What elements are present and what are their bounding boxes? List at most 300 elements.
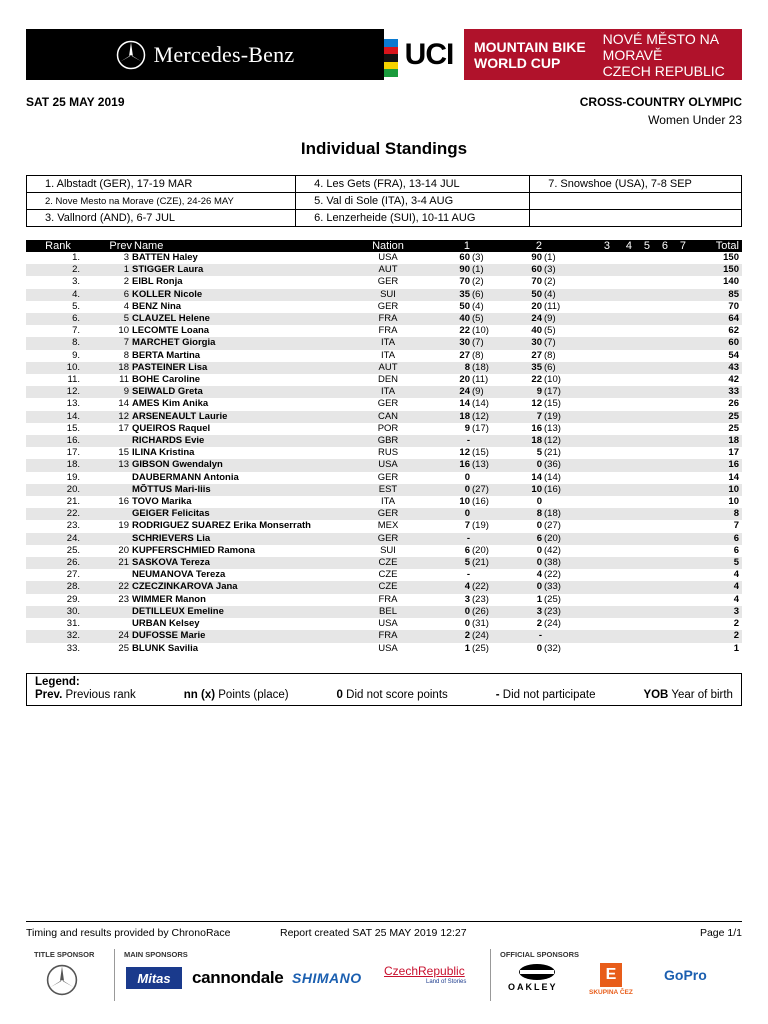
round-4-cell xyxy=(610,606,632,618)
rank-cell: 10. xyxy=(26,362,90,374)
round-2-place-cell: (18) xyxy=(542,508,566,520)
round-4-cell xyxy=(610,411,632,423)
nation-cell: USA xyxy=(378,252,398,263)
total-cell: 4 xyxy=(733,569,739,581)
round-1-place-cell: (16) xyxy=(472,496,489,508)
col-round-7: 7 xyxy=(668,240,686,252)
title-sponsor-label: TITLE SPONSOR xyxy=(34,950,95,959)
round-2-points-cell: 35 xyxy=(494,362,542,374)
total-cell: 70 xyxy=(728,300,739,312)
round-2-points-cell: 0 xyxy=(494,557,542,569)
round-6-cell xyxy=(650,545,668,557)
total-cell: 54 xyxy=(728,349,739,361)
legend-zero xyxy=(337,689,448,701)
rank-cell: 20. xyxy=(26,484,90,496)
table-row xyxy=(26,594,742,606)
prev-rank-cell: 19 xyxy=(118,520,129,532)
round-1-points-cell: 70 xyxy=(459,276,470,288)
round-6-cell xyxy=(650,606,668,618)
round-2-points-cell: 27 xyxy=(531,349,542,361)
round-4-cell xyxy=(610,423,632,435)
prev-rank-cell: 6 xyxy=(90,289,132,301)
round-1-points-cell: 12 xyxy=(459,447,470,459)
round-2-place-cell: (33) xyxy=(542,581,566,593)
rank-cell: 7. xyxy=(72,325,80,337)
table-row xyxy=(26,630,742,642)
standings-rows xyxy=(26,252,742,655)
round-1-place-cell xyxy=(470,508,494,520)
nation-cell: CAN xyxy=(362,411,414,423)
rider-name-cell: GIBSON Gwendalyn xyxy=(132,459,362,471)
round-7-cell xyxy=(668,533,686,545)
round-2-place-cell: (10) xyxy=(544,374,561,386)
round-1-place-cell: (13) xyxy=(470,459,494,471)
rank-cell: 30. xyxy=(26,606,90,618)
round-7-cell xyxy=(668,398,686,410)
rainbow-stripes-icon xyxy=(384,39,398,77)
prev-rank-cell: 4 xyxy=(123,300,129,312)
round-3-cell xyxy=(566,423,610,435)
title-sponsor-banner xyxy=(26,29,384,80)
table-row xyxy=(26,325,742,337)
round-7-cell xyxy=(668,447,686,459)
prev-rank-cell: 14 xyxy=(118,398,129,410)
round-4-cell xyxy=(610,447,632,459)
round-1-place-cell: (27) xyxy=(470,484,494,496)
round-2-place-cell: (42) xyxy=(544,544,561,556)
round-5-cell xyxy=(632,520,650,532)
nation-cell: AUT xyxy=(362,362,414,374)
round-2-points-cell: 0 xyxy=(536,642,542,654)
round-4-cell xyxy=(610,398,632,410)
table-row xyxy=(26,398,742,410)
round-2-place-cell: (20) xyxy=(542,533,566,545)
round-7-cell xyxy=(668,289,686,301)
table-row xyxy=(26,362,742,374)
venue-line-2: CZECH REPUBLIC xyxy=(602,62,725,79)
round-1-place-cell: (2) xyxy=(472,276,484,288)
prev-rank-cell xyxy=(90,508,132,520)
table-row xyxy=(26,337,742,349)
rider-name-cell: MÕTTUS Mari-liis xyxy=(132,484,362,496)
cannondale-logo: cannondale xyxy=(192,968,284,987)
nation-cell: SUI xyxy=(362,289,414,301)
round-1-place-cell xyxy=(470,435,494,447)
round-7-cell xyxy=(668,362,686,374)
col-round-2-place xyxy=(542,240,566,252)
round-2-place-cell: (6) xyxy=(542,362,566,374)
nation-cell: ITA xyxy=(362,337,414,349)
round-2-points-cell: 22 xyxy=(531,374,542,386)
col-round-5: 5 xyxy=(632,240,650,252)
round-5-cell xyxy=(632,594,650,606)
table-row xyxy=(26,459,742,471)
event-5: 5. Val di Sole (ITA), 3-4 AUG xyxy=(296,193,530,210)
round-2-points-cell: 20 xyxy=(531,300,542,312)
total-cell: 1 xyxy=(733,642,739,654)
round-1-points-cell: 1 xyxy=(464,642,470,654)
series-block xyxy=(464,29,742,80)
series-title: MOUNTAIN BIKE WORLD CUP xyxy=(474,38,586,71)
total-cell: 2 xyxy=(686,630,742,642)
nation-cell: RUS xyxy=(377,447,399,459)
prev-rank-cell: 23 xyxy=(118,593,129,605)
round-1-points-cell: 0 xyxy=(464,618,470,630)
round-1-points-cell: 14 xyxy=(459,398,470,410)
round-2-points-cell: 4 xyxy=(536,569,542,581)
round-2-place-cell: (1) xyxy=(544,252,556,263)
event-2: 2. Nove Mesto na Morave (CZE), 24-26 MAY xyxy=(27,193,296,210)
round-1-place-cell: (21) xyxy=(470,557,494,569)
rank-cell: 28. xyxy=(26,581,90,593)
rank-cell: 32. xyxy=(26,630,90,642)
round-5-cell xyxy=(632,569,650,581)
round-7-cell xyxy=(668,386,686,398)
total-cell: 64 xyxy=(686,313,742,325)
round-1-points-cell: 0 xyxy=(464,471,470,483)
round-5-cell xyxy=(632,459,650,471)
total-cell: 3 xyxy=(686,606,742,618)
nation-cell: FRA xyxy=(378,325,398,337)
prev-rank-cell: 16 xyxy=(118,496,129,508)
round-1-place-cell: (24) xyxy=(470,630,494,642)
rider-name-cell: TOVO Marika xyxy=(132,496,192,508)
col-total: Total xyxy=(686,240,742,252)
round-2-place-cell: (25) xyxy=(544,593,561,605)
table-row xyxy=(26,447,742,459)
prev-rank-cell xyxy=(90,472,132,484)
round-6-cell xyxy=(650,362,668,374)
prev-rank-cell xyxy=(90,606,132,618)
round-2-place-cell: (9) xyxy=(542,313,566,325)
nation-cell: GER xyxy=(362,533,414,545)
round-5-cell xyxy=(632,411,650,423)
table-row xyxy=(26,472,742,484)
round-4-cell xyxy=(610,459,632,471)
round-3-cell xyxy=(566,569,610,581)
round-4-cell xyxy=(610,252,632,264)
round-1-place-cell: (4) xyxy=(472,300,484,312)
legend-dash xyxy=(496,689,596,701)
total-cell: 150 xyxy=(723,252,739,263)
round-5-cell xyxy=(632,313,650,325)
nation-cell: USA xyxy=(362,459,414,471)
round-3-cell xyxy=(566,276,610,288)
round-7-cell xyxy=(668,496,686,508)
round-7-cell xyxy=(668,643,686,655)
table-row xyxy=(26,350,742,362)
table-row xyxy=(26,374,742,386)
round-6-cell xyxy=(650,496,668,508)
main-sponsors-label: MAIN SPONSORS xyxy=(124,950,188,959)
rank-cell: 9. xyxy=(72,349,80,361)
round-6-cell xyxy=(650,325,668,337)
round-5-cell xyxy=(632,630,650,642)
sponsor-divider xyxy=(490,949,491,1001)
round-4-cell xyxy=(610,435,632,447)
round-1-place-cell: (7) xyxy=(470,337,494,349)
round-2-points-cell: - xyxy=(494,630,542,642)
nation-cell: FRA xyxy=(378,593,398,605)
rank-cell: 3. xyxy=(72,276,80,288)
total-cell: 25 xyxy=(728,422,739,434)
round-6-cell xyxy=(650,520,668,532)
rider-name-cell: CLAUZEL Helene xyxy=(132,313,362,325)
prev-rank-cell: 2 xyxy=(123,276,129,288)
round-6-cell xyxy=(650,643,668,655)
prev-rank-cell: 24 xyxy=(90,630,132,642)
cez-logo-icon: E xyxy=(600,963,622,987)
round-1-place-cell: (8) xyxy=(472,349,484,361)
rank-cell: 31. xyxy=(66,618,80,630)
round-1-points-cell: 50 xyxy=(459,300,470,312)
round-5-cell xyxy=(632,386,650,398)
round-7-cell xyxy=(668,374,686,386)
table-row xyxy=(26,313,742,325)
round-2-points-cell: 60 xyxy=(494,264,542,276)
round-2-points-cell: 18 xyxy=(494,435,542,447)
oakley-ellipse-icon xyxy=(518,963,556,981)
round-1-place-cell: (15) xyxy=(472,447,489,459)
round-2-place-cell xyxy=(542,496,566,508)
round-2-points-cell: 12 xyxy=(531,398,542,410)
rider-name-cell: STIGGER Laura xyxy=(132,264,362,276)
prev-rank-cell: 15 xyxy=(118,447,129,459)
round-7-cell xyxy=(668,606,686,618)
round-1-points-cell: 9 xyxy=(464,422,470,434)
rider-name-cell: EIBL Ronja xyxy=(132,276,183,288)
total-cell: 4 xyxy=(686,581,742,593)
round-6-cell xyxy=(650,435,668,447)
rank-cell: 29. xyxy=(66,593,80,605)
round-5-cell xyxy=(632,472,650,484)
round-3-cell xyxy=(566,618,610,630)
round-1-points-cell: 40 xyxy=(414,313,470,325)
legend-dash-desc: Did not participate xyxy=(502,689,596,701)
round-5-cell xyxy=(632,350,650,362)
legend-title: Legend: xyxy=(35,676,80,688)
round-3-cell xyxy=(566,350,610,362)
prev-rank-cell: 3 xyxy=(123,252,129,263)
nation-cell: AUT xyxy=(362,264,414,276)
rider-name-cell: LECOMTE Loana xyxy=(132,325,210,337)
gopro-logo: GoPro xyxy=(664,967,707,983)
round-5-cell xyxy=(632,398,650,410)
legend-prev xyxy=(35,689,136,701)
round-1-place-cell xyxy=(470,569,494,581)
round-1-points-cell: 0 xyxy=(414,508,470,520)
rider-name-cell: BENZ Nina xyxy=(132,300,182,312)
round-7-cell xyxy=(668,459,686,471)
round-4-cell xyxy=(610,276,632,288)
nation-cell: USA xyxy=(378,618,398,630)
round-4-cell xyxy=(610,618,632,630)
round-6-cell xyxy=(650,301,668,313)
cez-logo: SKUPINA ČEZ xyxy=(589,989,633,996)
rank-cell: 14. xyxy=(26,411,90,423)
round-5-cell xyxy=(632,557,650,569)
round-1-place-cell: (10) xyxy=(472,325,489,337)
prev-rank-cell xyxy=(90,533,132,545)
nation-cell: CZE xyxy=(378,569,398,581)
rank-cell: 19. xyxy=(66,471,80,483)
round-6-cell xyxy=(650,484,668,496)
round-1-points-cell: 2 xyxy=(414,630,470,642)
prev-rank-cell: 12 xyxy=(90,411,132,423)
round-1-place-cell: (19) xyxy=(472,520,489,532)
round-2-points-cell: 16 xyxy=(531,422,542,434)
table-row xyxy=(26,496,742,508)
round-4-cell xyxy=(610,313,632,325)
round-2-points-cell: 0 xyxy=(536,544,542,556)
official-sponsors-label: OFFICIAL SPONSORS xyxy=(500,950,580,959)
legend-zero-desc: Did not score points xyxy=(346,689,448,701)
round-4-cell xyxy=(610,350,632,362)
prev-rank-cell xyxy=(90,569,132,581)
round-1-points-cell: 10 xyxy=(459,496,470,508)
round-1-points-cell: 6 xyxy=(464,544,470,556)
round-7-cell xyxy=(668,435,686,447)
total-cell: 42 xyxy=(728,374,739,386)
prev-rank-cell: 7 xyxy=(90,337,132,349)
sponsor-divider xyxy=(114,949,115,1001)
round-1-place-cell: (9) xyxy=(470,386,494,398)
venue-line-1: NOVÉ MĚSTO NA MORAVĚ xyxy=(602,30,719,63)
round-3-cell xyxy=(566,362,610,374)
nation-cell: ITA xyxy=(380,349,396,361)
nation-cell: POR xyxy=(377,422,399,434)
round-3-cell xyxy=(566,581,610,593)
round-7-cell xyxy=(668,569,686,581)
round-2-place-cell: (14) xyxy=(544,471,561,483)
total-cell: 26 xyxy=(728,398,739,410)
round-1-points-cell: 35 xyxy=(414,289,470,301)
round-6-cell xyxy=(650,594,668,606)
prev-rank-cell: 9 xyxy=(90,386,132,398)
round-4-cell xyxy=(610,325,632,337)
round-7-cell xyxy=(668,252,686,264)
round-2-place-cell: (4) xyxy=(542,289,566,301)
round-4-cell xyxy=(610,545,632,557)
venue xyxy=(603,31,742,79)
rider-name-cell: GEIGER Felicitas xyxy=(132,508,362,520)
event-6: 6. Lenzerheide (SUI), 10-11 AUG xyxy=(296,210,530,227)
prev-rank-cell: 22 xyxy=(90,581,132,593)
rank-cell: 25. xyxy=(66,544,80,556)
total-cell: 17 xyxy=(728,447,739,459)
report-created: Report created SAT 25 MAY 2019 12:27 xyxy=(280,927,467,939)
nation-cell: FRA xyxy=(362,313,414,325)
prev-rank-cell: 10 xyxy=(118,325,129,337)
round-7-cell xyxy=(668,557,686,569)
round-5-cell xyxy=(632,374,650,386)
rider-name-cell: RODRIGUEZ SUAREZ Erika Monserrath xyxy=(132,520,311,532)
col-nation: Nation xyxy=(362,240,414,252)
round-2-points-cell: 70 xyxy=(531,276,542,288)
round-1-points-cell: 4 xyxy=(414,581,470,593)
round-1-points-cell: 30 xyxy=(414,337,470,349)
round-2-place-cell: (36) xyxy=(542,459,566,471)
round-2-place-cell: (2) xyxy=(544,276,556,288)
rank-cell: 6. xyxy=(26,313,90,325)
uci-logo xyxy=(384,29,464,80)
uci-text: UCI xyxy=(404,37,454,71)
total-cell: 140 xyxy=(723,276,739,288)
rider-name-cell: PASTEINER Lisa xyxy=(132,362,362,374)
prev-rank-cell: 21 xyxy=(90,557,132,569)
round-1-place-cell: (12) xyxy=(470,411,494,423)
round-6-cell xyxy=(650,447,668,459)
rider-name-cell: ILINA Kristina xyxy=(132,447,195,459)
nation-cell: BEL xyxy=(362,606,414,618)
total-cell: 18 xyxy=(686,435,742,447)
table-row xyxy=(26,411,742,423)
round-5-cell xyxy=(632,643,650,655)
round-6-cell xyxy=(650,374,668,386)
round-7-cell xyxy=(668,313,686,325)
rider-name-cell: BLUNK Savilia xyxy=(132,642,198,654)
round-3-cell xyxy=(566,252,610,264)
round-3-cell xyxy=(566,411,610,423)
round-6-cell xyxy=(650,508,668,520)
round-1-place-cell: (22) xyxy=(470,581,494,593)
round-3-cell xyxy=(566,472,610,484)
round-2-points-cell: 24 xyxy=(494,313,542,325)
timing-provider: Timing and results provided by ChronoRace xyxy=(26,927,231,939)
nation-cell: GER xyxy=(377,276,399,288)
round-6-cell xyxy=(650,289,668,301)
total-cell: 43 xyxy=(686,362,742,374)
footer-divider xyxy=(26,921,742,922)
round-1-place-cell: (25) xyxy=(472,642,489,654)
round-3-cell xyxy=(566,484,610,496)
round-6-cell xyxy=(650,618,668,630)
rider-name-cell: CZECZINKAROVA Jana xyxy=(132,581,362,593)
round-6-cell xyxy=(650,337,668,349)
round-4-cell xyxy=(610,533,632,545)
table-row xyxy=(26,545,742,557)
round-2-points-cell: 0 xyxy=(536,496,542,508)
total-cell: 33 xyxy=(686,386,742,398)
round-7-cell xyxy=(668,508,686,520)
round-3-cell xyxy=(566,301,610,313)
round-3-cell xyxy=(566,520,610,532)
round-1-place-cell: (31) xyxy=(472,618,489,630)
round-5-cell xyxy=(632,606,650,618)
round-4-cell xyxy=(610,264,632,276)
rider-name-cell: WIMMER Manon xyxy=(132,593,206,605)
rank-cell: 5. xyxy=(72,300,80,312)
round-5-cell xyxy=(632,447,650,459)
round-1-place-cell: (11) xyxy=(472,374,489,386)
page-title: Individual Standings xyxy=(300,139,468,158)
round-2-place-cell: (15) xyxy=(544,398,561,410)
round-2-place-cell: (13) xyxy=(544,422,561,434)
prev-rank-cell: 20 xyxy=(118,544,129,556)
round-7-cell xyxy=(668,472,686,484)
round-3-cell xyxy=(566,325,610,337)
round-1-points-cell: - xyxy=(466,569,470,581)
rider-name-cell: BOHE Caroline xyxy=(132,374,201,386)
rank-cell: 2. xyxy=(26,264,90,276)
total-cell: 6 xyxy=(733,544,739,556)
table-row xyxy=(26,618,742,630)
round-2-points-cell: 40 xyxy=(531,325,542,337)
legend-prev-desc: Previous rank xyxy=(65,689,136,701)
table-row xyxy=(26,606,742,618)
round-6-cell xyxy=(650,423,668,435)
round-2-points-cell: 8 xyxy=(494,508,542,520)
